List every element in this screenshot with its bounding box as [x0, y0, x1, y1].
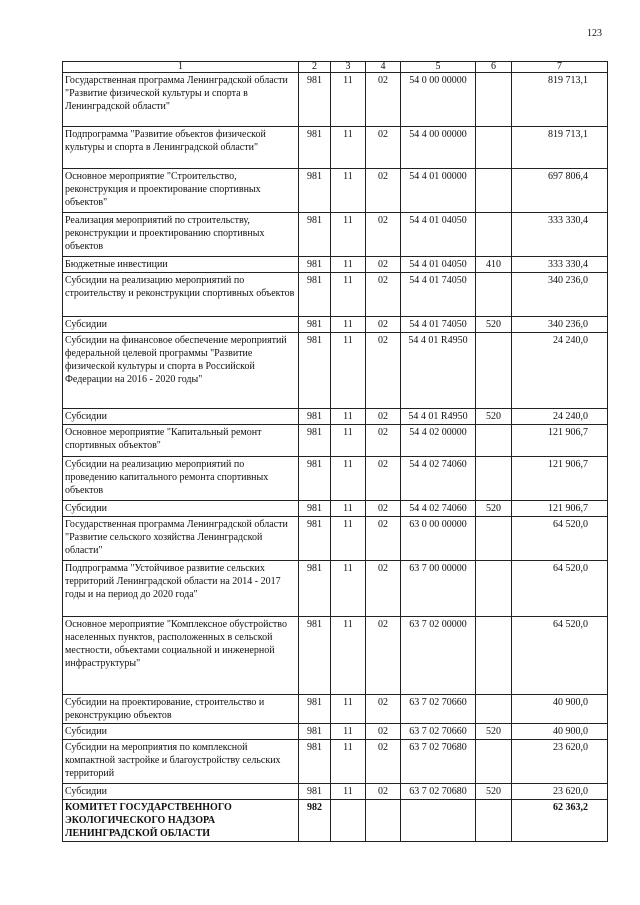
row-sum: 333 330,4: [512, 213, 608, 257]
row-sum: 697 806,4: [512, 169, 608, 213]
row-sum: 40 900,0: [512, 724, 608, 740]
row-name: Основное мероприятие "Капитальный ремонт спортивных объектов": [63, 425, 299, 457]
row-sum: 819 713,1: [512, 127, 608, 169]
row-name: Субсидии: [63, 724, 299, 740]
row-code: 54 4 00 00000: [401, 127, 476, 169]
row-col6: 520: [476, 409, 512, 425]
row-code: 54 4 02 74060: [401, 457, 476, 501]
row-sum: 121 906,7: [512, 457, 608, 501]
row-col2: 981: [299, 273, 331, 317]
row-col6: [476, 333, 512, 409]
row-col2: 981: [299, 561, 331, 617]
row-code: 54 4 01 R4950: [401, 333, 476, 409]
row-col3: 11: [331, 784, 366, 800]
row-code: 63 7 02 70660: [401, 724, 476, 740]
row-col4: 02: [366, 517, 401, 561]
row-col3: 11: [331, 561, 366, 617]
row-name: Основное мероприятие "Строительство, реконструкция и проектирование спортивных объектов": [63, 169, 299, 213]
page-number: 123: [587, 28, 602, 39]
row-col4: 02: [366, 425, 401, 457]
row-col2: 981: [299, 425, 331, 457]
row-col3: 11: [331, 73, 366, 127]
row-col6: [476, 273, 512, 317]
table-row: [63, 333, 608, 409]
row-sum: 24 240,0: [512, 333, 608, 409]
row-col3: 11: [331, 273, 366, 317]
row-name: Подпрограмма "Развитие объектов физической культуры и спорта в Ленинградской области": [63, 127, 299, 169]
row-col6: [476, 740, 512, 784]
row-sum: 23 620,0: [512, 784, 608, 800]
row-sum: 333 330,4: [512, 257, 608, 273]
row-sum: 819 713,1: [512, 73, 608, 127]
row-col2: 981: [299, 501, 331, 517]
row-name: Субсидии на проектирование, строительство и реконструкцию объектов: [63, 695, 299, 724]
row-col3: [331, 800, 366, 842]
row-sum: 340 236,0: [512, 273, 608, 317]
row-sum: 24 240,0: [512, 409, 608, 425]
row-code: 63 7 02 70680: [401, 740, 476, 784]
row-col6: [476, 127, 512, 169]
row-sum: 64 520,0: [512, 617, 608, 695]
row-col2: 981: [299, 73, 331, 127]
row-code: 54 4 01 74050: [401, 317, 476, 333]
row-col6: 410: [476, 257, 512, 273]
row-code: 63 0 00 00000: [401, 517, 476, 561]
table-row: [63, 409, 608, 425]
row-name: КОМИТЕТ ГОСУДАРСТВЕННОГО ЭКОЛОГИЧЕСКОГО НАДЗОРА ЛЕНИНГРАДСКОЙ ОБЛАСТИ: [63, 800, 299, 842]
row-col3: 11: [331, 409, 366, 425]
row-col3: 11: [331, 740, 366, 784]
row-code: 63 7 00 00000: [401, 561, 476, 617]
row-col4: 02: [366, 695, 401, 724]
row-col6: [476, 695, 512, 724]
table-row: [63, 740, 608, 784]
header-cell-1: 1: [63, 62, 299, 73]
row-sum: 40 900,0: [512, 695, 608, 724]
row-col4: 02: [366, 169, 401, 213]
row-col4: 02: [366, 333, 401, 409]
row-sum: 62 363,2: [512, 800, 608, 842]
row-sum: 23 620,0: [512, 740, 608, 784]
table-row: [63, 273, 608, 317]
row-code: 54 4 02 74060: [401, 501, 476, 517]
table-row: [63, 169, 608, 213]
row-name: Субсидии на финансовое обеспечение мероприятий федеральной целевой программы "Развитие физической культуры и спорта в Российской Федерации на 2016 - 2020 годы": [63, 333, 299, 409]
row-col3: 11: [331, 213, 366, 257]
row-col4: 02: [366, 617, 401, 695]
row-sum: 340 236,0: [512, 317, 608, 333]
row-code: 54 4 01 04050: [401, 213, 476, 257]
row-col4: 02: [366, 561, 401, 617]
header-row: [63, 62, 608, 73]
row-code: 63 7 02 00000: [401, 617, 476, 695]
row-col4: 02: [366, 127, 401, 169]
header-cell-5: 5: [401, 62, 476, 73]
row-col3: 11: [331, 425, 366, 457]
row-code: 54 4 02 00000: [401, 425, 476, 457]
table-row: [63, 695, 608, 724]
row-col2: 981: [299, 257, 331, 273]
row-name: Основное мероприятие "Комплексное обустройство населенных пунктов, расположенных в сельской местности, объектами социальной и инженерной инфраструктуры": [63, 617, 299, 695]
row-code: 54 4 01 R4950: [401, 409, 476, 425]
row-col2: 981: [299, 127, 331, 169]
header-cell-4: 4: [366, 62, 401, 73]
row-col6: [476, 517, 512, 561]
row-name: Реализация мероприятий по строительству, реконструкции и проектированию спортивных объектов: [63, 213, 299, 257]
row-code: [401, 800, 476, 842]
row-col2: 981: [299, 213, 331, 257]
table-row: [63, 213, 608, 257]
table-row: [63, 784, 608, 800]
row-col2: 981: [299, 617, 331, 695]
row-col4: 02: [366, 409, 401, 425]
row-col2: 982: [299, 800, 331, 842]
row-col2: 981: [299, 409, 331, 425]
row-col4: 02: [366, 73, 401, 127]
row-code: 54 4 01 74050: [401, 273, 476, 317]
row-col3: 11: [331, 457, 366, 501]
row-col3: 11: [331, 127, 366, 169]
table-row: [63, 457, 608, 501]
row-col3: 11: [331, 517, 366, 561]
row-col6: [476, 73, 512, 127]
row-col4: 02: [366, 740, 401, 784]
row-col4: 02: [366, 457, 401, 501]
row-sum: 121 906,7: [512, 425, 608, 457]
row-name: Бюджетные инвестиции: [63, 257, 299, 273]
row-col6: 520: [476, 724, 512, 740]
table-row: [63, 724, 608, 740]
row-col4: [366, 800, 401, 842]
row-name: Субсидии: [63, 784, 299, 800]
row-col6: 520: [476, 317, 512, 333]
row-col3: 11: [331, 724, 366, 740]
row-col3: 11: [331, 695, 366, 724]
row-code: 63 7 02 70680: [401, 784, 476, 800]
row-col2: 981: [299, 333, 331, 409]
row-col6: [476, 425, 512, 457]
row-code: 63 7 02 70660: [401, 695, 476, 724]
row-name: Субсидии: [63, 317, 299, 333]
row-col6: 520: [476, 501, 512, 517]
row-name: Государственная программа Ленинградской области "Развитие сельского хозяйства Ленинградской области": [63, 517, 299, 561]
row-col6: [476, 617, 512, 695]
row-col6: [476, 169, 512, 213]
table-row: [63, 425, 608, 457]
row-col6: [476, 213, 512, 257]
row-col3: 11: [331, 317, 366, 333]
row-sum: 64 520,0: [512, 517, 608, 561]
budget-table: [62, 61, 608, 842]
row-col2: 981: [299, 457, 331, 501]
row-name: Субсидии: [63, 409, 299, 425]
row-col3: 11: [331, 501, 366, 517]
row-col2: 981: [299, 784, 331, 800]
row-col4: 02: [366, 784, 401, 800]
header-cell-3: 3: [331, 62, 366, 73]
row-name: Государственная программа Ленинградской области "Развитие физической культуры и спорта в Ленинградской области": [63, 73, 299, 127]
row-sum: 64 520,0: [512, 561, 608, 617]
row-name: Подпрограмма "Устойчивое развитие сельских территорий Ленинградской области на 2014 - 2017 годы и на период до 2020 года": [63, 561, 299, 617]
row-col4: 02: [366, 213, 401, 257]
row-code: 54 4 01 00000: [401, 169, 476, 213]
table-row: [63, 317, 608, 333]
row-code: 54 4 01 04050: [401, 257, 476, 273]
row-col6: 520: [476, 784, 512, 800]
row-col4: 02: [366, 257, 401, 273]
row-name: Субсидии на мероприятия по комплексной компактной застройке и благоустройству сельских территорий: [63, 740, 299, 784]
row-col4: 02: [366, 317, 401, 333]
row-name: Субсидии на реализацию мероприятий по проведению капитального ремонта спортивных объектов: [63, 457, 299, 501]
row-col2: 981: [299, 740, 331, 784]
table-row: [63, 800, 608, 842]
row-name: Субсидии: [63, 501, 299, 517]
row-col4: 02: [366, 724, 401, 740]
table-row: [63, 617, 608, 695]
table-row: [63, 561, 608, 617]
row-col2: 981: [299, 695, 331, 724]
row-col2: 981: [299, 724, 331, 740]
row-col2: 981: [299, 169, 331, 213]
row-code: 54 0 00 00000: [401, 73, 476, 127]
row-col2: 981: [299, 317, 331, 333]
table-row: [63, 127, 608, 169]
table-row: [63, 73, 608, 127]
header-cell-7: 7: [512, 62, 608, 73]
row-col3: 11: [331, 257, 366, 273]
row-name: Субсидии на реализацию мероприятий по строительству и реконструкции спортивных объектов: [63, 273, 299, 317]
table-row: [63, 257, 608, 273]
row-col3: 11: [331, 169, 366, 213]
row-col6: [476, 800, 512, 842]
row-col4: 02: [366, 501, 401, 517]
table-row: [63, 501, 608, 517]
table-row: [63, 517, 608, 561]
row-sum: 121 906,7: [512, 501, 608, 517]
row-col3: 11: [331, 617, 366, 695]
row-col4: 02: [366, 273, 401, 317]
row-col6: [476, 457, 512, 501]
row-col6: [476, 561, 512, 617]
row-col3: 11: [331, 333, 366, 409]
row-col2: 981: [299, 517, 331, 561]
header-cell-2: 2: [299, 62, 331, 73]
header-cell-6: 6: [476, 62, 512, 73]
